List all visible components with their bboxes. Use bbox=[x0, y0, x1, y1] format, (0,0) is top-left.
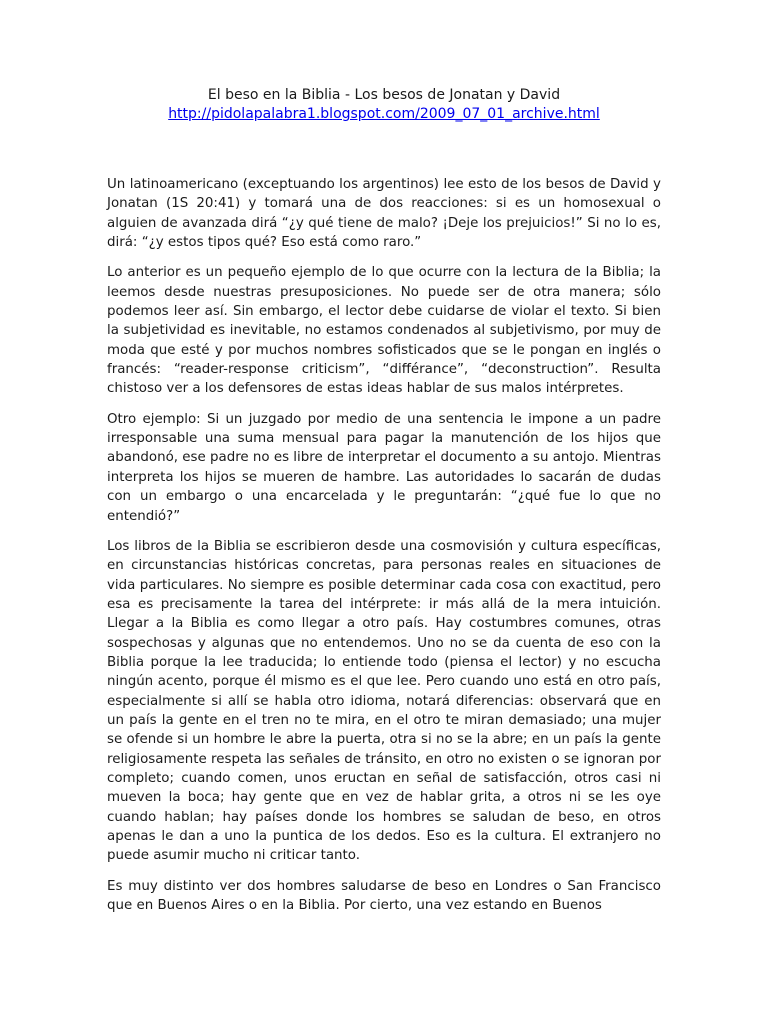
paragraph-4: Los libros de la Biblia se escribieron desde una cosmovisión y cultura específicas, en circunstancias históricas concretas, para personas reales en situaciones de vida particulares. No siempre es posible determinar cada cosa con exactitud, pero esa es precisamente la tarea del intérprete: ir más allá de la mera intuición. Llegar a la Biblia es como llegar a otro país. Hay costumbres comunes, otras sospechosas y algunas que no entendemos. Uno no se da cuenta de eso con la Biblia porque la lee traducida; lo entiende todo (piensa el lector) y no escucha ningún acento, porque él mismo es el que lee. Pero cuando uno está en otro país, especialmente si allí se habla otro idioma, notará diferencias: observará que en un país la gente en el tren no te mira, en el otro te miran demasiado; una mujer se ofende si un hombre le abre la puerta, otra si no se la abre; en un país la gente religiosamente respeta las señales de tránsito, en otro no existen o se ignoran por completo; cuando comen, unos eructan en señal de satisfacción, otros casi ni mueven la boca; hay gente que en vez de hablar grita, a otros ni se les oye cuando hablan; hay países donde los hombres se saludan de beso, en otros apenas le dan a uno la puntica de los dedos. Eso es la cultura. El extranjero no puede asumir mucho ni criticar tanto. bbox=[107, 538, 661, 864]
paragraph-3: Otro ejemplo: Si un juzgado por medio de una sentencia le impone a un padre irresponsable una suma mensual para pagar la manutención de los hijos que abandonó, ese padre no es libre de interpretar el documento a su antojo. Mientras interpreta los hijos se mueren de hambre. Las autoridades lo sacarán de dudas con un embargo o una encarcelada y le preguntarán: “¿qué fue lo que no entendió?” bbox=[107, 411, 661, 524]
document-page bbox=[107, 86, 661, 915]
source-link[interactable]: http://pidolapalabra1.blogspot.com/2009_07_01_archive.html bbox=[168, 106, 600, 122]
document-body bbox=[107, 175, 661, 915]
paragraph-5: Es muy distinto ver dos hombres saludarse de beso en Londres o San Francisco que en Buenos Aires o en la Biblia. Por cierto, una vez estando en Buenos bbox=[107, 878, 661, 914]
paragraph-2: Lo anterior es un pequeño ejemplo de lo que ocurre con la lectura de la Biblia; la leemos desde nuestras presuposiciones. No puede ser de otra manera; sólo podemos leer así. Sin embargo, el lector debe cuidarse de violar el texto. Si bien la subjetividad es inevitable, no estamos condenados al subjetivismo, por muy de moda que esté y por muchos nombres sofisticados que se le pongan en inglés o francés: “reader-response criticism”, “différance”, “deconstruction”. Resulta chistoso ver a los defensores de estas ideas hablar de sus malos intérpretes. bbox=[107, 265, 661, 397]
paragraph-1: Un latinoamericano (exceptuando los argentinos) lee esto de los besos de David y Jonatan (1S 20:41) y tomará una de dos reacciones: si es un homosexual o alguien de avanzada dirá “¿y qué tiene de malo? ¡Deje los prejuicios!” Si no lo es, dirá: “¿y estos tipos qué? Eso está como raro.” bbox=[107, 177, 661, 251]
document-title: El beso en la Biblia - Los besos de Jonatan y David bbox=[207, 87, 561, 103]
